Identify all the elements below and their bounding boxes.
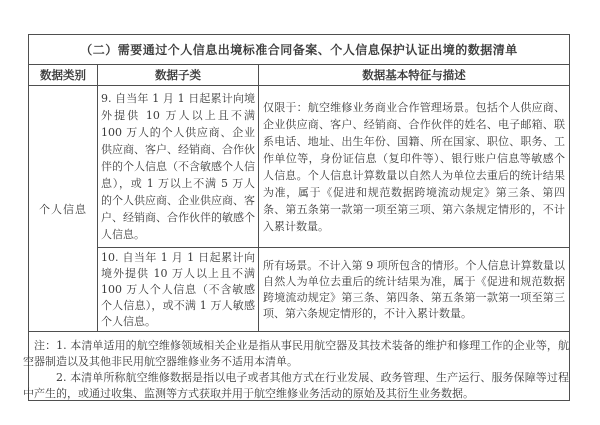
note-2: 2. 本清单所称航空维修数据是指以电子或者其他方式在行业发展、政务管理、生产运行、服务保障等过程中产生的，或通过收集、监测等方式获取并用于航空维修业务活动的原始及其衍生业务数据。 (23, 371, 569, 400)
note-1: 注：1. 本清单适用的航空维修领域相关企业是指从事民用航空器及其技术装备的维护和修理工作的企业等，航空器制造以及其他非民用航空器维修业务不适用本清单。 (23, 339, 569, 368)
subclass-cell-10: 10. 自当年 1 月 1 日起累计向境外提供 10 万人以上且不满 100 万人个人信息（不含敏感个人信息），或不满 1 万人敏感个人信息。 (98, 248, 259, 331)
table-row-9 (98, 86, 569, 248)
subrows (98, 86, 569, 331)
header-data-category: 数据类别 (29, 65, 98, 85)
header-data-subclass: 数据子类 (98, 65, 259, 85)
category-cell: 个人信息 (29, 86, 98, 331)
data-export-list-table (23, 34, 570, 401)
table-row-10 (98, 248, 569, 331)
table-header-row (29, 65, 569, 86)
table-notes (23, 332, 569, 402)
header-data-description: 数据基本特征与描述 (362, 68, 466, 82)
description-cell-10: 所有场景。不计入第 9 项所包含的情形。个人信息计算数量以自然人为单位去重后的统计结果为准，属于《促进和规范数据跨境流动规定》第三条、第四条、第五条第一款第一项至第三项、第六条规定情形的，不计入累计数量。 (263, 258, 565, 320)
description-cell-9: 仅限于：航空维修业务商业合作管理场景。包括个人供应商、企业供应商、客户、经销商、合作伙伴的姓名、电子邮箱、联系电话、地址、出生年份、国籍、所在国家、职位、职务、工作单位等，身份证信息（复印件等）、银行账户信息等敏感个人信息。个人信息计算数量以自然人为单位去重后的统计结果为准，属于《促进和规范数据跨境流动规定》第三条、第四条、第五条第一款第一项至第三项、第六条规定情形的，不计入累计数量。 (263, 100, 565, 233)
table-title: （二）需要通过个人信息出境标准合同备案、个人信息保护认证出境的数据清单 (29, 35, 569, 65)
table-body (29, 86, 569, 332)
subclass-cell-9: 9. 自当年 1 月 1 日起累计向境外提供 10 万人以上且不满 100 万人的个人供应商、企业供应商、客户、经销商、合作伙伴的个人信息（不含敏感个人信息），或 1 万以上不满 5 万人的个人供应商、企业供应商、客户、经销商、合作伙伴的敏感个人信息。 (98, 86, 259, 247)
